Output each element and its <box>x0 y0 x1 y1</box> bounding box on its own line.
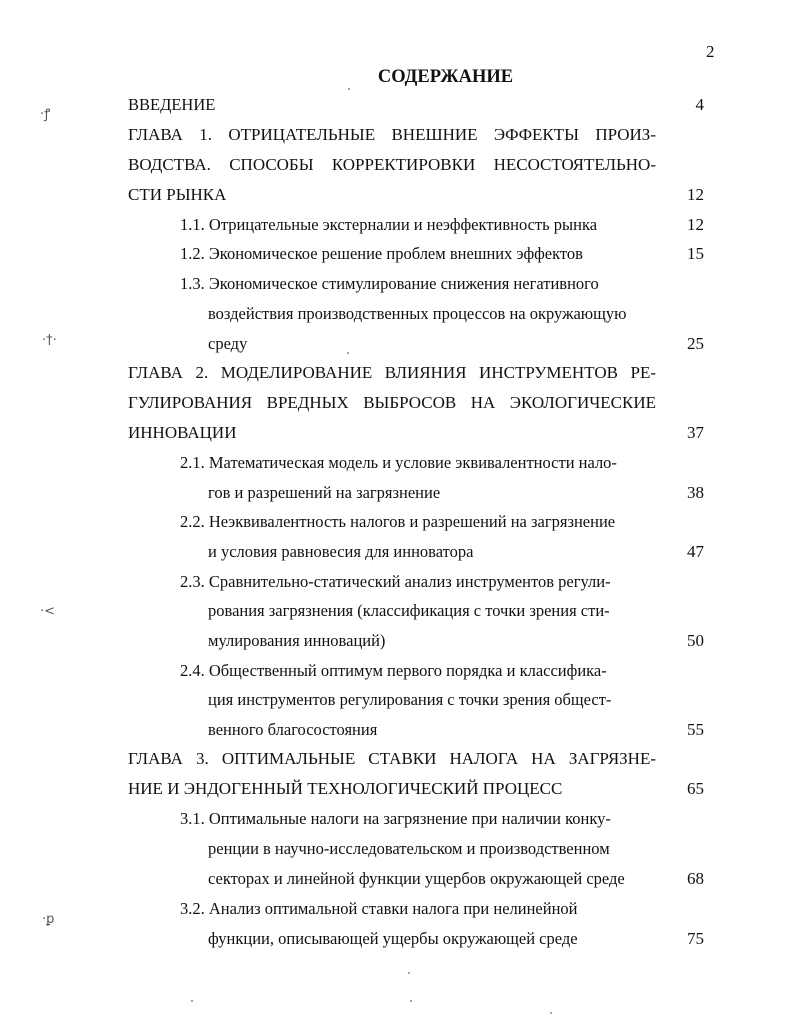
margin-mark-3: ·< <box>40 604 56 619</box>
toc-section-2-3-line-1[interactable]: 2.3. Сравнительно-статический анализ инструментов регули- <box>180 572 611 591</box>
toc-ch3-line-2[interactable]: НИЕ И ЭНДОГЕННЫЙ ТЕХНОЛОГИЧЕСКИЙ ПРОЦЕСС <box>128 779 563 798</box>
toc-ch2-page: 37 <box>687 423 704 442</box>
toc-section-1-2[interactable]: 1.2. Экономическое решение проблем внешних эффектов <box>180 244 583 263</box>
margin-mark-2: ·†· <box>42 333 57 348</box>
toc-section-2-3-line-2[interactable]: рования загрязнения (классификация с точки зрения сти- <box>208 601 610 620</box>
toc-ch3-page: 65 <box>687 779 704 798</box>
toc-section-2-1-page: 38 <box>687 483 704 502</box>
toc-section-1-1[interactable]: 1.1. Отрицательные экстерналии и неэффективность рынка <box>180 215 598 234</box>
scan-dot <box>347 352 349 354</box>
toc-section-2-1-line-1[interactable]: 2.1. Математическая модель и условие эквивалентности нало- <box>180 453 617 472</box>
toc-ch2-line-2[interactable]: ГУЛИРОВАНИЯ ВРЕДНЫХ ВЫБРОСОВ НА ЭКОЛОГИЧЕСКИЕ <box>128 393 656 412</box>
toc-section-1-3-line-2[interactable]: воздействия производственных процессов на окружающую <box>208 304 627 323</box>
toc-section-2-4-line-3[interactable]: венного благосостояния <box>208 720 378 739</box>
toc-section-2-2-line-2[interactable]: и условия равновесия для инноватора <box>208 542 474 561</box>
toc-ch2-line-1[interactable]: ГЛАВА 2. МОДЕЛИРОВАНИЕ ВЛИЯНИЯ ИНСТРУМЕНТОВ РЕ- <box>128 363 656 382</box>
scan-dot <box>348 88 350 90</box>
toc-ch1-line-1[interactable]: ГЛАВА 1. ОТРИЦАТЕЛЬНЫЕ ВНЕШНИЕ ЭФФЕКТЫ ПРОИЗ- <box>128 125 656 144</box>
page-title: СОДЕРЖАНИЕ <box>377 67 514 87</box>
toc-section-1-3-page: 25 <box>687 334 704 353</box>
toc-intro-page: 4 <box>695 95 704 114</box>
toc-section-3-1-line-1[interactable]: 3.1. Оптимальные налоги на загрязнение при наличии конку- <box>180 809 611 828</box>
toc-section-2-2-line-1[interactable]: 2.2. Неэквивалентность налогов и разрешений на загрязнение <box>180 512 616 531</box>
toc-section-1-2-page: 15 <box>687 244 704 263</box>
scan-dot <box>191 1000 193 1002</box>
toc-ch1-page: 12 <box>687 185 704 204</box>
toc-section-3-2-page: 75 <box>687 929 704 948</box>
scan-dot <box>550 1012 552 1014</box>
toc-section-2-3-line-3[interactable]: мулирования инноваций) <box>208 631 386 650</box>
toc-section-3-1-line-3[interactable]: секторах и линейной функции ущербов окружающей среде <box>208 869 625 888</box>
toc-section-3-2-line-2[interactable]: функции, описывающей ущербы окружающей среде <box>208 929 578 948</box>
toc-section-2-3-page: 50 <box>687 631 704 650</box>
toc-section-2-4-page: 55 <box>687 720 704 739</box>
margin-mark-1: ·ꝭ <box>40 107 51 122</box>
toc-ch2-line-3[interactable]: ИННОВАЦИИ <box>128 423 237 442</box>
toc-section-3-1-line-2[interactable]: ренции в научно-исследовательском и производственном <box>208 839 610 858</box>
toc-section-2-4-line-1[interactable]: 2.4. Общественный оптимум первого порядка и классифика- <box>180 661 607 680</box>
toc-ch3-line-1[interactable]: ГЛАВА 3. ОПТИМАЛЬНЫЕ СТАВКИ НАЛОГА НА ЗАГРЯЗНЕ- <box>128 749 656 768</box>
scan-dot <box>410 1000 412 1002</box>
toc-section-2-2-page: 47 <box>687 542 704 561</box>
toc-ch1-line-3[interactable]: СТИ РЫНКА <box>128 185 227 204</box>
toc-section-1-3-line-1[interactable]: 1.3. Экономическое стимулирование снижения негативного <box>180 274 599 293</box>
toc-section-3-2-line-1[interactable]: 3.2. Анализ оптимальной ставки налога при нелинейной <box>180 899 578 918</box>
toc-section-1-3-line-3[interactable]: среду <box>208 334 248 353</box>
toc-intro-label[interactable]: ВВЕДЕНИЕ <box>128 95 216 114</box>
toc-ch1-line-2[interactable]: ВОДСТВА. СПОСОБЫ КОРРЕКТИРОВКИ НЕСОСТОЯТЕЛЬНО- <box>128 155 656 174</box>
toc-section-2-1-line-2[interactable]: гов и разрешений на загрязнение <box>208 483 441 502</box>
margin-mark-4: ·ꝑ <box>42 912 55 927</box>
toc-section-3-1-page: 68 <box>687 869 704 888</box>
scan-dot <box>408 972 410 974</box>
toc-section-1-1-page: 12 <box>687 215 704 234</box>
page-number: 2 <box>706 42 715 61</box>
toc-section-2-4-line-2[interactable]: ция инструментов регулирования с точки зрения общест- <box>208 690 612 709</box>
